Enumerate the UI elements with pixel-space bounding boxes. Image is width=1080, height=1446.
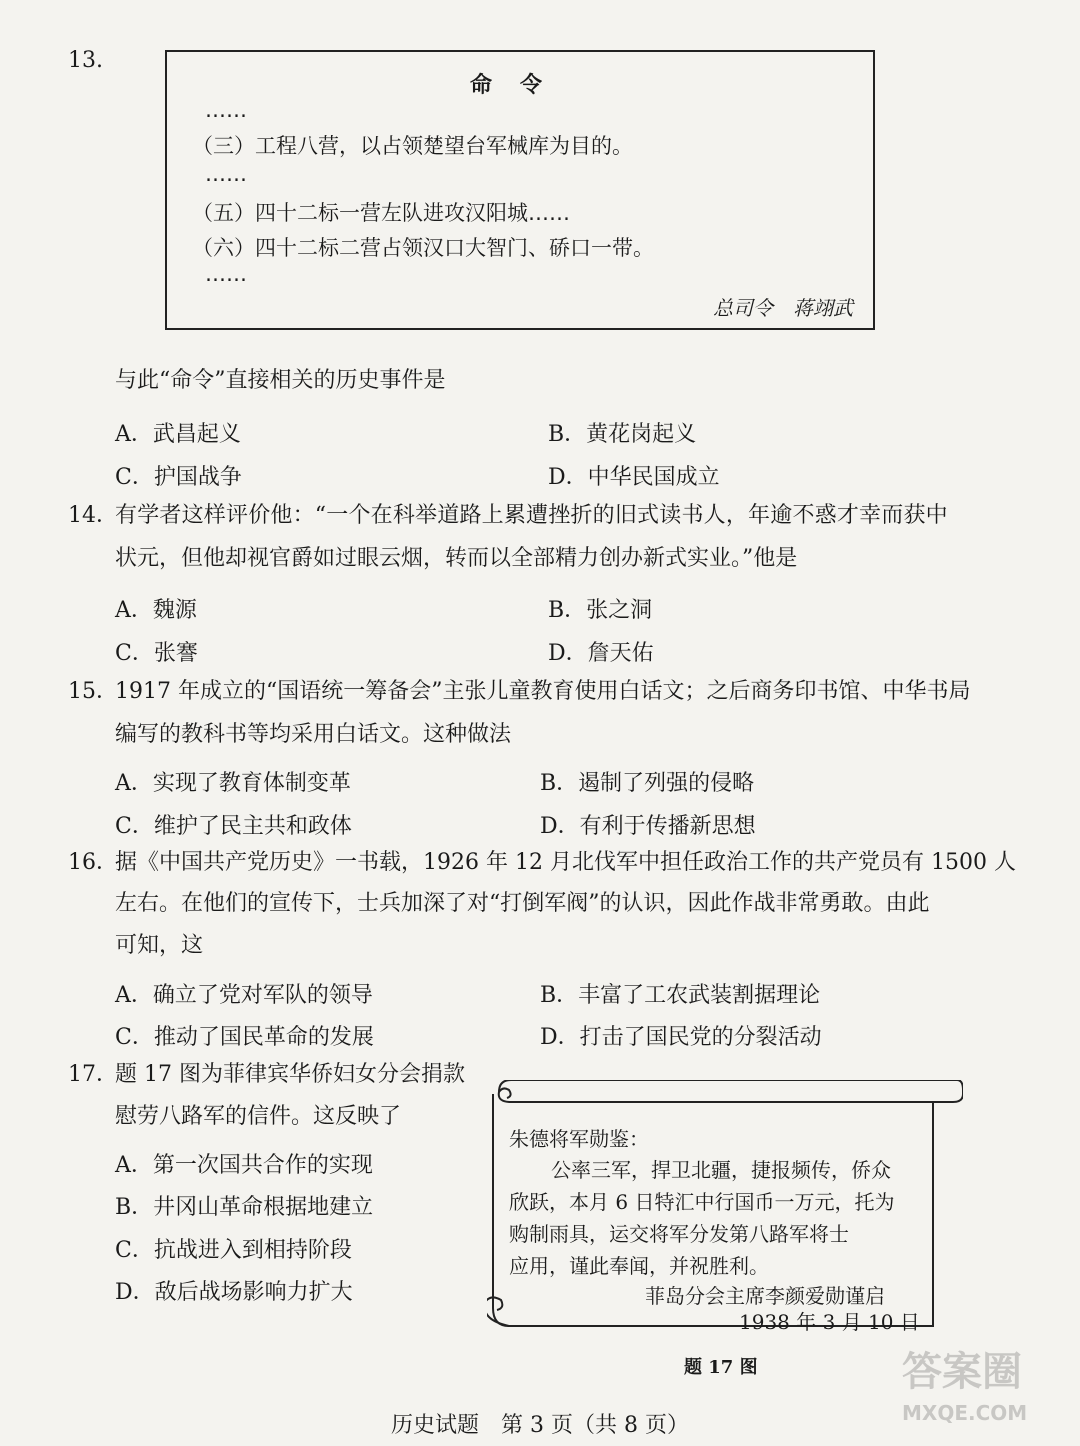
option-a[interactable]: A．第一次国共合作的实现 — [115, 1153, 373, 1178]
order-line: （五）四十二标一营左队进攻汉阳城…… — [192, 201, 570, 225]
question-15-stem: 1917 年成立的“国语统一筹备会”主张儿童教育使用白话文；之后商务印书馆、中华书局 — [115, 679, 971, 704]
order-signature: 总司令 蒋翊武 — [713, 296, 853, 320]
option-c[interactable]: C．抗战进入到相持阶段 — [115, 1238, 352, 1263]
question-16-stem-cont: 左右。在他们的宣传下，士兵加深了对“打倒军阀”的认识，因此作战非常勇敢。由此 — [115, 891, 930, 916]
question-14-stem: 有学者这样评价他：“一个在科举道路上累遭挫折的旧式读书人，年逾不惑才幸而获中 — [115, 503, 948, 528]
option-c[interactable]: C．张謇 — [115, 641, 198, 666]
option-d[interactable]: D．有利于传播新思想 — [540, 814, 756, 839]
letter-body-line: 欣跃，本月 6 日特汇中行国币一万元，托为 — [509, 1190, 895, 1214]
option-d[interactable]: D．中华民国成立 — [548, 465, 720, 490]
option-c[interactable]: C．护国战争 — [115, 465, 242, 490]
watermark-url: MXQE.COM — [902, 1401, 1028, 1425]
option-d[interactable]: D．打击了国民党的分裂活动 — [540, 1025, 822, 1050]
order-document-box — [165, 50, 875, 330]
order-line: （六）四十二标二营占领汉口大智门、硚口一带。 — [192, 236, 654, 260]
question-17-stem: 题 17 图为菲律宾华侨妇女分会捐款 — [115, 1062, 465, 1087]
option-b[interactable]: B．黄花岗起义 — [548, 422, 697, 447]
option-b[interactable]: B．井冈山革命根据地建立 — [115, 1195, 374, 1220]
question-17-number: 17． — [68, 1062, 118, 1087]
watermark — [902, 1340, 1052, 1440]
order-line: …… — [205, 262, 247, 286]
letter-sender: 菲岛分会主席李颜爱勋谨启 — [645, 1284, 885, 1308]
letter-salutation: 朱德将军勋鉴： — [509, 1127, 649, 1151]
page-footer: 历史试题 第 3 页（共 8 页） — [391, 1413, 689, 1438]
question-14-stem-cont: 状元，但他却视官爵如过眼云烟，转而以全部精力创办新式实业。”他是 — [115, 546, 798, 571]
question-16-stem: 据《中国共产党历史》一书载，1926 年 12 月北伐军中担任政治工作的共产党员有 1500 人 — [115, 850, 1016, 875]
question-17-stem-cont: 慰劳八路军的信件。这反映了 — [115, 1104, 402, 1129]
question-15-number: 15． — [68, 679, 118, 704]
option-b[interactable]: B．丰富了工农武装割据理论 — [540, 983, 821, 1008]
question-16-stem-cont2: 可知，这 — [115, 933, 204, 958]
order-line: …… — [205, 98, 247, 122]
letter-scroll-figure — [487, 1080, 963, 1334]
question-16-number: 16． — [68, 850, 118, 875]
option-b[interactable]: B．遏制了列强的侵略 — [540, 771, 755, 796]
option-d[interactable]: D．詹天佑 — [548, 641, 654, 666]
option-a[interactable]: A．魏源 — [115, 598, 197, 623]
option-d[interactable]: D．敌后战场影响力扩大 — [115, 1280, 353, 1305]
question-13-stem: 与此“命令”直接相关的历史事件是 — [115, 368, 446, 393]
order-line: …… — [205, 162, 247, 186]
option-a[interactable]: A．武昌起义 — [115, 422, 241, 447]
figure-caption: 题 17 图 — [684, 1357, 758, 1378]
option-b[interactable]: B．张之洞 — [548, 598, 653, 623]
letter-body-line: 公率三军，捍卫北疆，捷报频传，侨众 — [551, 1158, 891, 1182]
order-title: 命令 — [469, 72, 570, 98]
option-c[interactable]: C．维护了民主共和政体 — [115, 814, 352, 839]
option-c[interactable]: C．推动了国民革命的发展 — [115, 1025, 374, 1050]
option-a[interactable]: A．实现了教育体制变革 — [115, 771, 351, 796]
question-15-stem-cont: 编写的教科书等均采用白话文。这种做法 — [115, 722, 512, 747]
question-14-number: 14． — [68, 503, 118, 528]
letter-body-line: 应用，谨此奉闻，并祝胜利。 — [509, 1254, 769, 1278]
watermark-logo-text: 答案圈 — [902, 1349, 1022, 1395]
question-13-number: 13. — [68, 48, 103, 73]
order-line: （三）工程八营，以占领楚望台军械库为目的。 — [192, 134, 633, 158]
letter-body-line: 购制雨具，运交将军分发第八路军将士 — [509, 1222, 849, 1246]
option-a[interactable]: A．确立了党对军队的领导 — [115, 983, 373, 1008]
letter-date: 1938 年 3 月 10 日 — [739, 1310, 920, 1334]
